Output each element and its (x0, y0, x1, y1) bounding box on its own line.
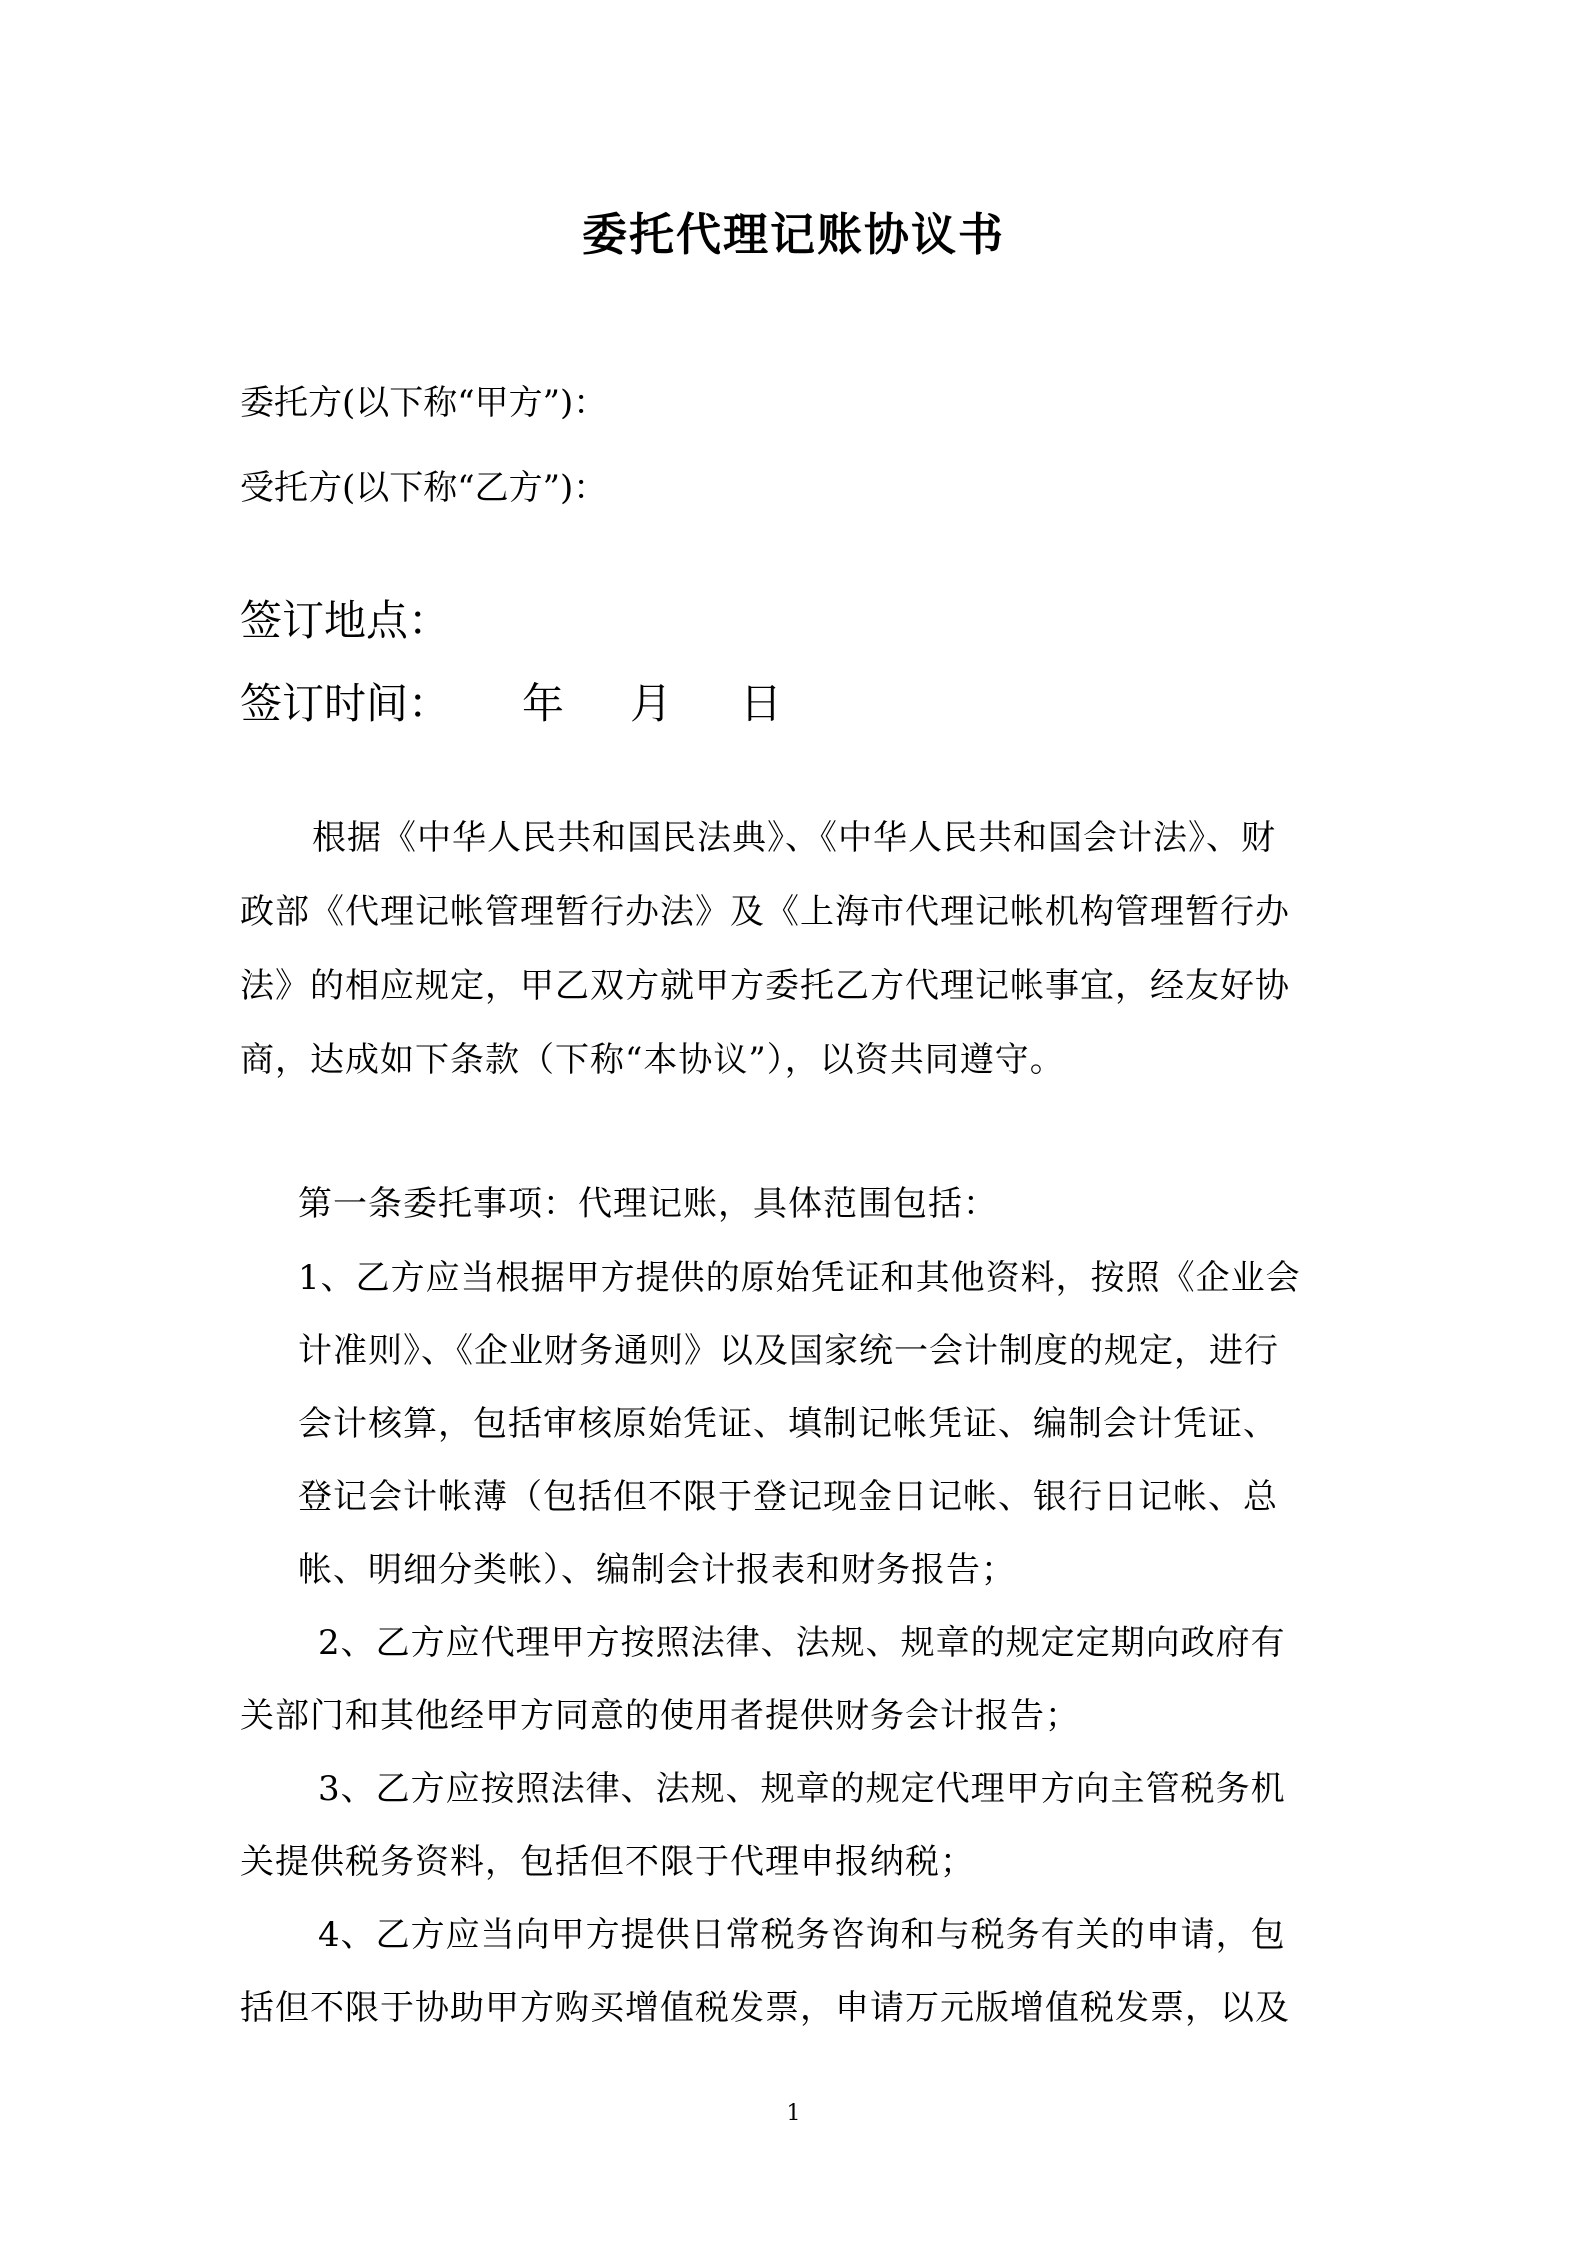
preamble-line: 商，达成如下条款（下称“本协议”），以资共同遵守。 (240, 1040, 1065, 1080)
party-a-line: 委托方(以下称“甲方”)： (240, 383, 608, 423)
item-line: 登记会计帐薄（包括但不限于登记现金日记帐、银行日记帐、总 (298, 1477, 1278, 1517)
preamble-line: 根据《中华人民共和国民法典》、《中华人民共和国会计法》、财 (312, 818, 1276, 858)
preamble-line: 法》的相应规定，甲乙双方就甲方委托乙方代理记帐事宜，经友好协 (240, 966, 1290, 1006)
item-line: 4、乙方应当向甲方提供日常税务咨询和与税务有关的申请，包 (318, 1915, 1286, 1955)
item-line: 帐、明细分类帐）、编制会计报表和财务报告； (298, 1550, 1016, 1590)
article-1-heading: 第一条委托事项：代理记账，具体范围包括： (298, 1184, 998, 1224)
date-year-label: 年 (522, 679, 565, 728)
party-b-line: 受托方(以下称“乙方”)： (240, 468, 608, 508)
item-line: 计准则》、《企业财务通则》以及国家统一会计制度的规定，进行 (298, 1331, 1279, 1371)
signing-time-label: 签订时间： (240, 679, 451, 728)
date-day-label: 日 (740, 679, 783, 728)
preamble-line: 政部《代理记帐管理暂行办法》及《上海市代理记帐机构管理暂行办 (240, 892, 1290, 932)
item-line: 关部门和其他经甲方同意的使用者提供财务会计报告； (240, 1696, 1080, 1736)
item-line: 3、乙方应按照法律、法规、规章的规定代理甲方向主管税务机 (318, 1769, 1286, 1809)
document-title: 委托代理记账协议书 (581, 208, 1005, 261)
item-line: 2、乙方应代理甲方按照法律、法规、规章的规定定期向政府有 (318, 1623, 1286, 1663)
date-month-label: 月 (630, 679, 673, 728)
item-line: 括但不限于协助甲方购买增值税发票，申请万元版增值税发票，以及 (240, 1988, 1290, 2028)
page-number: 1 (786, 2101, 801, 2126)
signing-place-label: 签订地点： (240, 596, 451, 645)
item-line: 关提供税务资料，包括但不限于代理申报纳税； (240, 1842, 975, 1882)
item-line: 1、乙方应当根据甲方提供的原始凭证和其他资料，按照《企业会 (298, 1258, 1301, 1298)
item-line: 会计核算，包括审核原始凭证、填制记帐凭证、编制会计凭证、 (298, 1404, 1278, 1444)
